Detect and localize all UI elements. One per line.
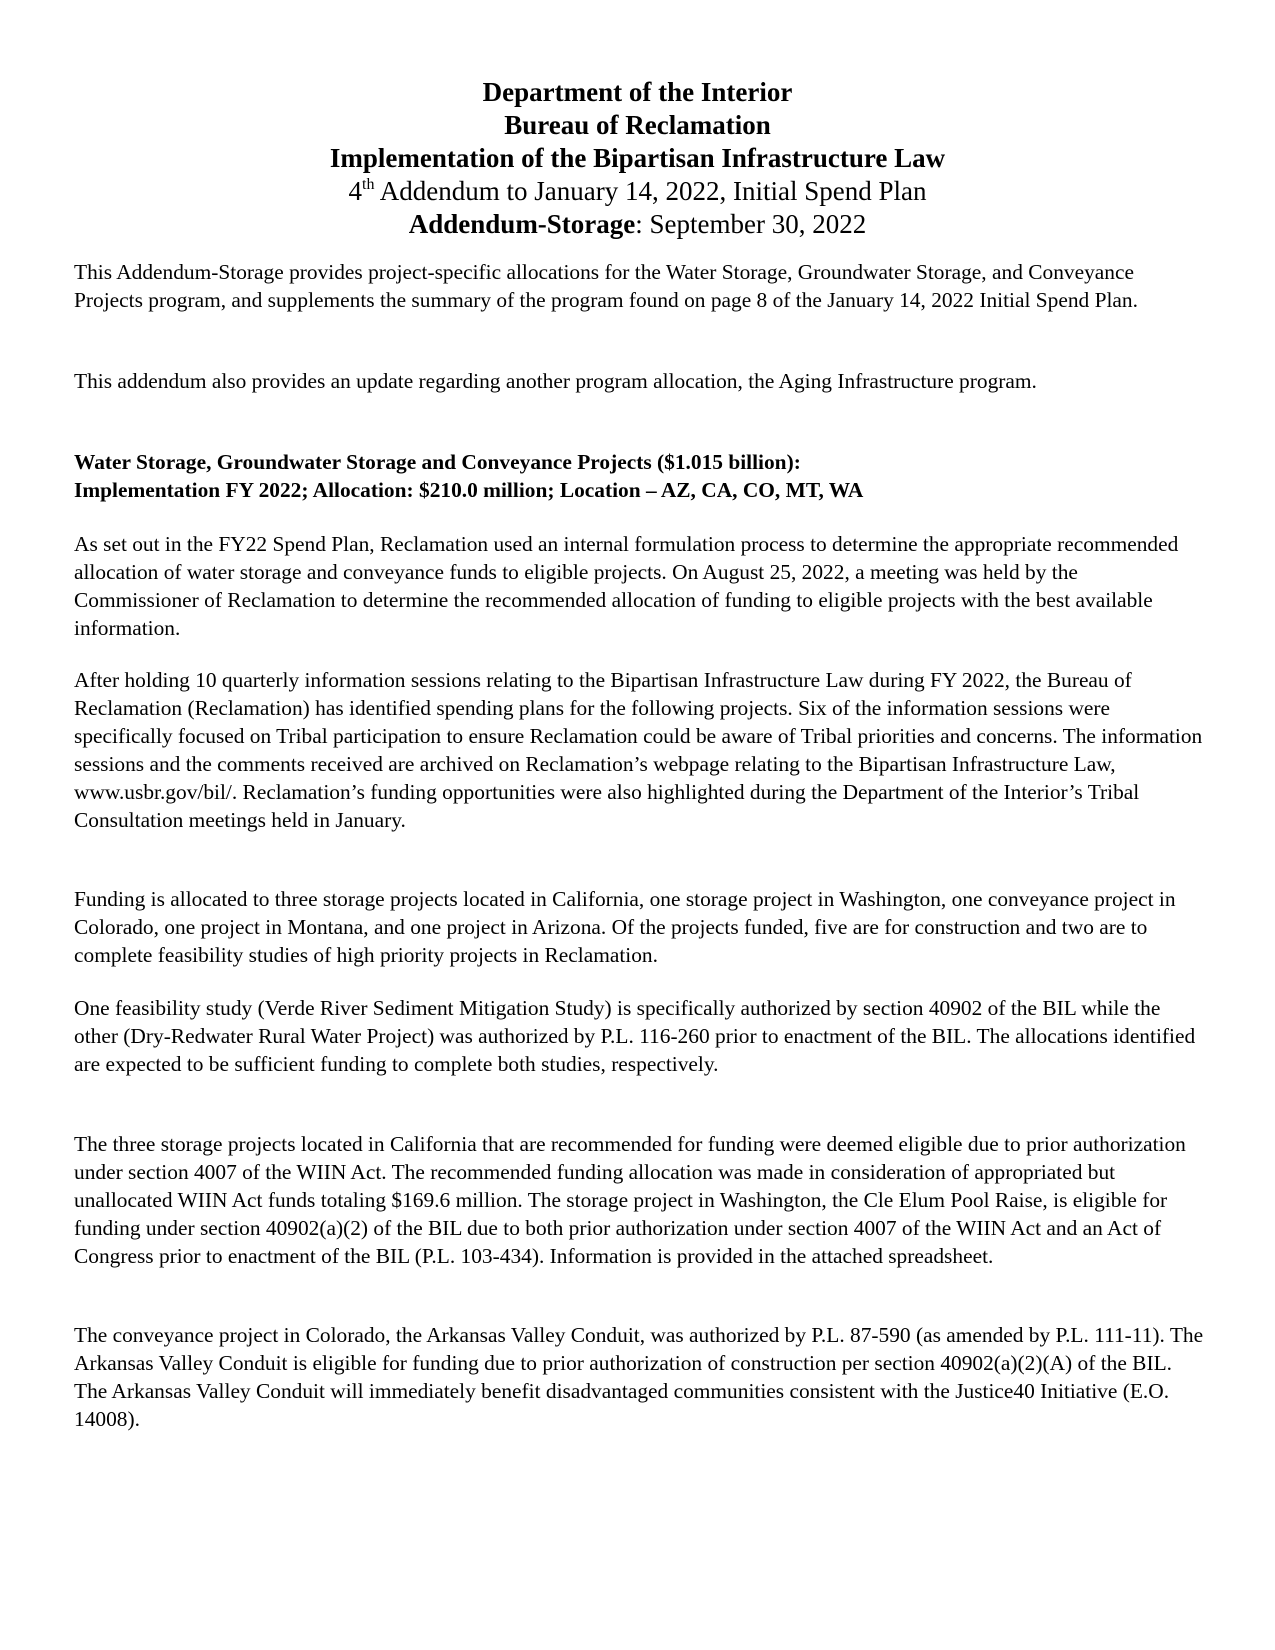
paragraph-feasibility-study: One feasibility study (Verde River Sediment Mitigation Study) is specifically authorized by section 40902 of the BIL while the other (Dry-Redwater Rural Water Project) was authorized by P.L. 116-260 prior to enactment of the BIL. The allocations identified are expected to be sufficient funding to complete both studies, respectively. [74, 996, 1196, 1076]
addendum-description: Addendum to January 14, 2022, Initial Spend Plan [374, 176, 927, 206]
header-addendum-line [0, 175, 1275, 208]
paragraph-info-sessions: After holding 10 quarterly information sessions relating to the Bipartisan Infrastructure Law during FY 2022, the Bureau of Reclamation (Reclamation) has identified spending plans for the following projects. Six of the information sessions were specifically focused on Tribal participation to ensure Reclamation could be aware of Tribal priorities and concerns. The information sessions and the comments received are archived on Reclamation’s webpage relating to the Bipartisan Infrastructure Law, www.usbr.gov/bil/. Reclamation’s funding opportunities were also highlighted during the Department of the Interior’s Tribal Consultation meetings held in January. [74, 668, 1203, 832]
addendum-number: 4 [348, 176, 363, 206]
header-department: Department of the Interior [482, 77, 793, 107]
header-title: Implementation of the Bipartisan Infrastructure Law [329, 143, 946, 173]
header-date-line [0, 208, 1275, 241]
document-header [0, 76, 1275, 241]
paragraph-aging-infrastructure: This addendum also provides an update regarding another program allocation, the Aging Infrastructure program. [74, 369, 1037, 393]
paragraph-california-storage: The three storage projects located in California that are recommended for funding were deemed eligible due to prior authorization under section 4007 of the WIIN Act. The recommended funding allocation was made in consideration of appropriated but unallocated WIIN Act funds totaling $169.6 million. The storage project in Washington, the Cle Elum Pool Raise, is eligible for funding under section 40902(a)(2) of the BIL due to both prior authorization under section 4007 of the WIIN Act and an Act of Congress prior to enactment of the BIL (P.L. 103-434). Information is provided in the attached spreadsheet. [74, 1132, 1186, 1268]
section-heading [74, 448, 1204, 504]
addendum-storage-label: Addendum-Storage [408, 209, 636, 239]
paragraph-intro: This Addendum-Storage provides project-specific allocations for the Water Storage, Groundwater Storage, and Conveyance Projects program, and supplements the summary of the program found on page 8 of the January 14, 2022 Initial Spend Plan. [74, 260, 1138, 312]
header-bureau: Bureau of Reclamation [504, 110, 771, 140]
paragraph-formulation: As set out in the FY22 Spend Plan, Reclamation used an internal formulation process to determine the appropriate recommended allocation of water storage and conveyance funds to eligible projects. On August 25, 2022, a meeting was held by the Commissioner of Reclamation to determine the recommended allocation of funding to eligible projects with the best available information. [74, 532, 1179, 640]
paragraph-conveyance-colorado: The conveyance project in Colorado, the Arkansas Valley Conduit, was authorized by P.L. 87-590 (as amended by P.L. 111-11). The Arkansas Valley Conduit is eligible for funding due to prior authorization of construction per section 40902(a)(2)(A) of the BIL. The Arkansas Valley Conduit will immediately benefit disadvantaged communities consistent with the Justice40 Initiative (E.O. 14008). [74, 1323, 1204, 1431]
addendum-ordinal-suffix: th [362, 176, 375, 193]
section-heading-line2: Implementation FY 2022; Allocation: $210.0 million; Location – AZ, CA, CO, MT, WA [74, 478, 864, 502]
paragraph-funding-allocation: Funding is allocated to three storage projects located in California, one storage project in Washington, one conveyance project in Colorado, one project in Montana, and one project in Arizona. Of the projects funded, five are for construction and two are to complete feasibility studies of high priority projects in Reclamation. [74, 887, 1176, 967]
addendum-date: : September 30, 2022 [635, 209, 867, 239]
section-heading-line1: Water Storage, Groundwater Storage and Conveyance Projects ($1.015 billion): [74, 450, 801, 474]
